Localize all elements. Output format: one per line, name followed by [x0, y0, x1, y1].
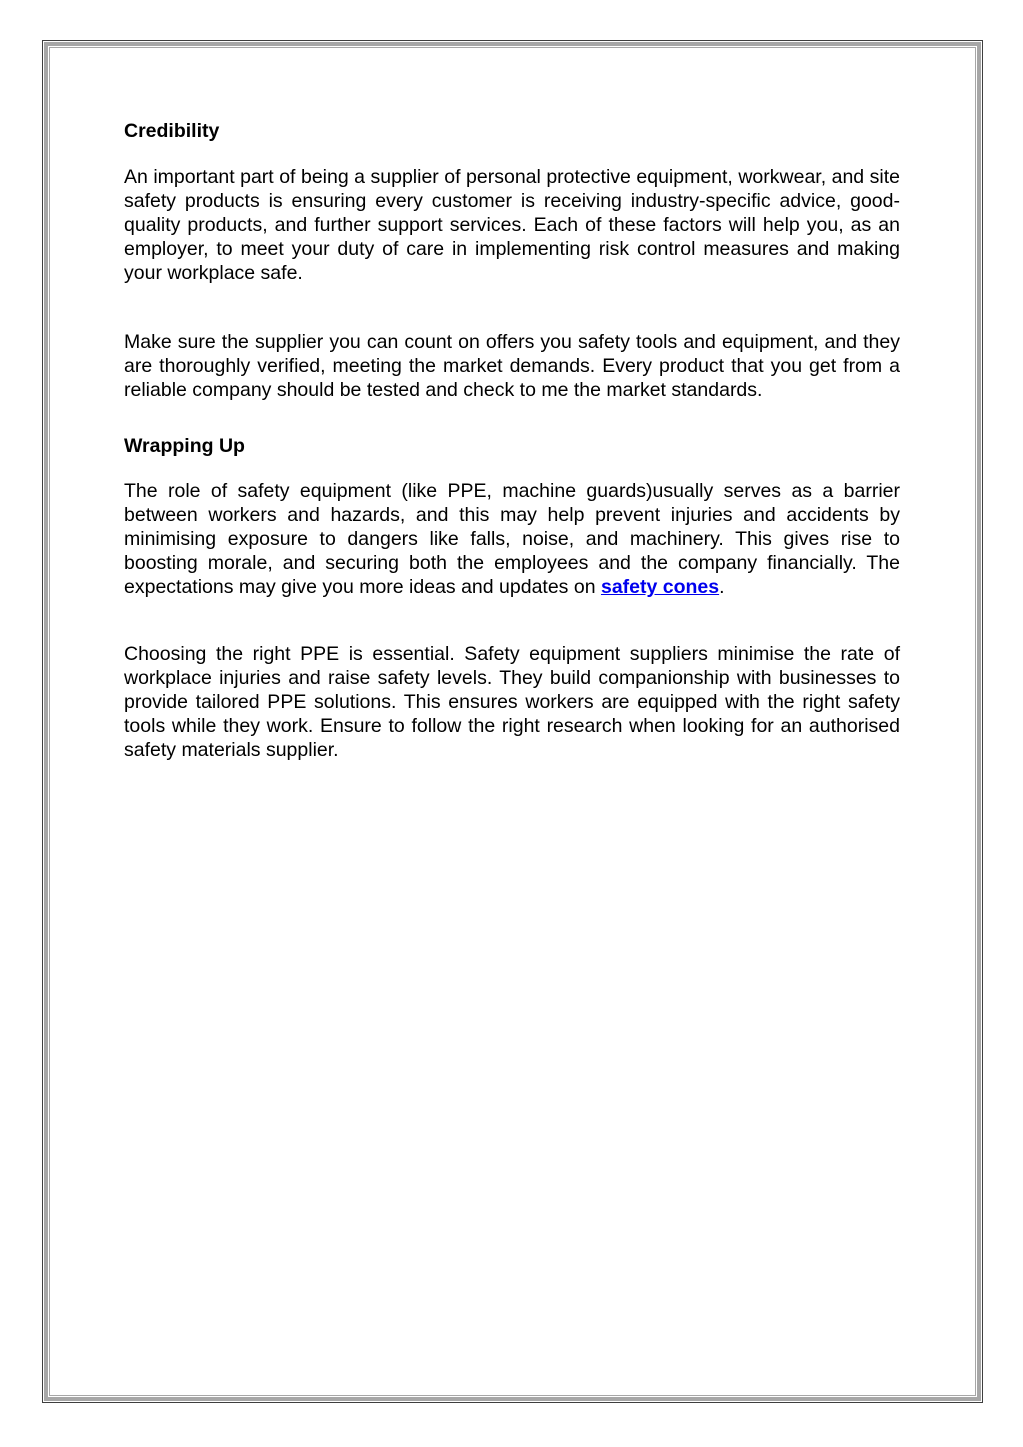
page-border-inner-line — [49, 47, 976, 1396]
paragraph-wrapping-up — [124, 479, 900, 599]
paragraph-wrapping-up-text: The role of safety equipment (like PPE, machine guards)usually serves as a barrier between workers and hazards, and this may help prevent injuries and accidents by minimising exposure to dangers like falls, noise, and machinery. This gives rise to boosting morale, and securing both the employees and the company financially. The expectations may give you more ideas and updates on — [124, 480, 900, 598]
paragraph-credibility-2: Make sure the supplier you can count on offers you safety tools and equipment, and they are thoroughly verified, meeting the market demands. Every product that you get from a reliable company should be tested and check to me the market standards. — [124, 331, 900, 401]
paragraph-wrapping-up-period: . — [719, 576, 725, 598]
paragraph-credibility-1: An important part of being a supplier of personal protective equipment, workwear, and site safety products is ensuring every customer is receiving industry-specific advice, good-quality products, and further support services. Each of these factors will help you, as an employer, to meet your duty of care in implementing risk control measures and making your workplace safe. — [124, 166, 900, 284]
heading-credibility: Credibility — [124, 120, 220, 142]
paragraph-closing: Choosing the right PPE is essential. Safety equipment suppliers minimise the rate of workplace injuries and raise safety levels. They build companionship with businesses to provide tailored PPE solutions. This ensures workers are equipped with the right safety tools while they work. Ensure to follow the right research when looking for an authorised safety materials supplier. — [124, 643, 900, 761]
heading-wrapping-up: Wrapping Up — [124, 435, 245, 457]
page-border-band — [44, 42, 981, 1401]
document-content — [50, 48, 975, 762]
page-border-frame — [42, 40, 983, 1403]
safety-cones-link[interactable]: safety cones — [600, 576, 720, 598]
